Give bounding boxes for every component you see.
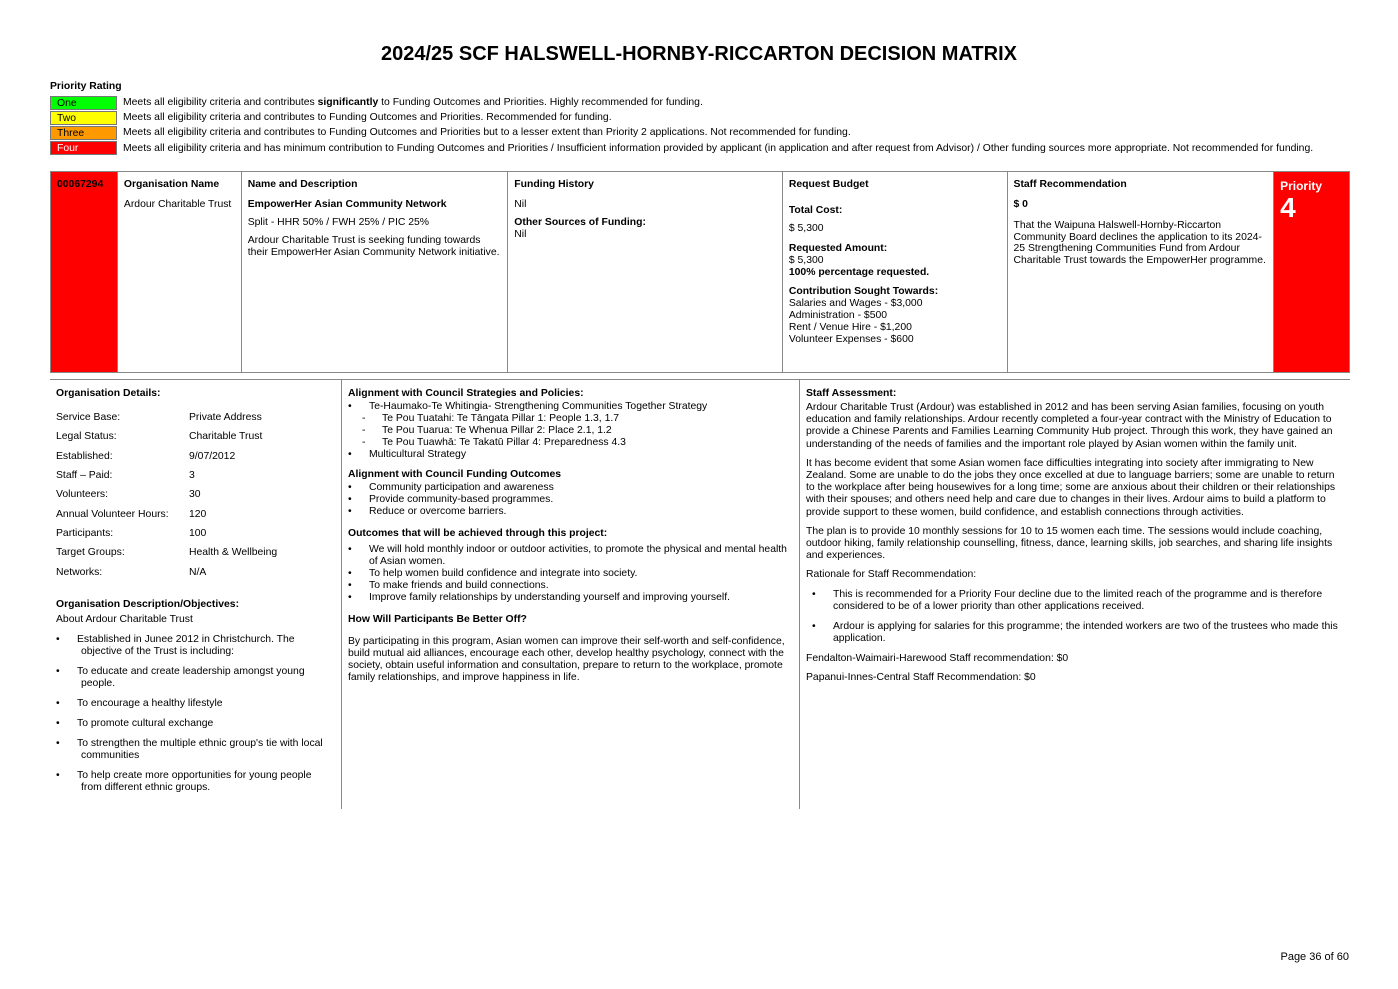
org-detail-value: 120 [189, 508, 207, 520]
organisation-cell [118, 172, 242, 372]
funding-history: Nil [514, 199, 527, 210]
org-detail-value: Charitable Trust [189, 431, 263, 443]
outcomes-list [348, 482, 793, 518]
legend-desc-text: Meets all eligibility criteria and contributes to Funding Outcomes and Priorities. Recommended for funding. [123, 112, 612, 124]
objective-line: objective of the Trust is including: [81, 645, 235, 657]
objective-item [56, 666, 335, 690]
name-heading: Name and Description [247, 179, 358, 190]
staff-recommendation-cell [1008, 172, 1275, 372]
project-outcome-item: • Improve family relationships by understanding yourself and improving yourself. [348, 592, 793, 604]
org-detail-row [56, 466, 335, 485]
priority-value: 4 [1280, 192, 1296, 223]
org-detail-label: Staff – Paid: [56, 470, 113, 482]
other-sources-heading: Other Sources of Funding: [514, 217, 646, 228]
org-detail-row [56, 408, 335, 427]
org-detail-label: Volunteers: [56, 489, 108, 501]
project-description: Ardour Charitable Trust is seeking funding towards their EmpowerHer Asian Community Network initiative. [247, 235, 500, 258]
assessment-paragraph-2: It has become evident that some Asian women face difficulties integrating into society after immigrating to New Zealand. Some are unable to do the jobs they once excelled at due to language barriers; some are unable to return to the workplace after being housewives for a long time; some are anxious about their children or their relationships with their spouses; and others need help and care due to changes in their lives. Ardour aims to build a platform to provide support to these women, build confidence, and establish connections through activities. [806, 457, 1336, 518]
org-detail-value: 30 [189, 489, 201, 501]
org-detail-label: Established: [56, 450, 113, 462]
org-detail-label: Participants: [56, 527, 114, 539]
contribution-list [789, 298, 1001, 346]
strategy-other: • Multicultural Strategy [348, 449, 793, 461]
legend-desc-text: Meets all eligibility criteria and contributes to Funding Outcomes and Priorities but to a lesser extent than Priority 2 applications. Not recommended for funding. [123, 127, 851, 139]
application-summary [50, 171, 1350, 373]
strategy-main: • Te-Haumako-Te Whitingia- Strengthening Communities Together Strategy [348, 401, 793, 413]
org-description-intro: About Ardour Charitable Trust [56, 613, 193, 625]
project-outcome-item: • To help women build confidence and integrate into society. [348, 568, 793, 580]
org-detail-row [56, 485, 335, 504]
org-detail-value: Private Address [189, 412, 262, 424]
legend-row [50, 141, 1350, 156]
org-heading: Organisation Name [123, 179, 220, 190]
total-cost: $ 5,300 [788, 223, 824, 234]
org-detail-value: Health & Wellbeing [189, 547, 278, 559]
outcome-item: • Community participation and awareness [348, 482, 793, 494]
name-description-cell [242, 172, 509, 372]
budget-heading: Request Budget [788, 179, 869, 190]
outcomes-heading: Alignment with Council Funding Outcomes [348, 469, 561, 480]
outcome-item: • Reduce or overcome barriers. [348, 506, 793, 518]
org-detail-label: Annual Volunteer Hours: [56, 508, 169, 520]
funding-heading: Funding History [514, 179, 594, 190]
funding-split: Split - HHR 50% / FWH 25% / PIC 25% [247, 217, 430, 228]
objective-item [56, 718, 335, 730]
objective-line: To strengthen the multiple ethnic group's tie with local [77, 737, 323, 749]
rationale-heading: Rationale for Staff Recommendation: [806, 569, 977, 581]
contribution-label: Contribution Sought Towards: [788, 286, 939, 297]
outcome-item: • Provide community-based programmes. [348, 494, 793, 506]
staff-recommendation-text: That the Waipuna Halswell-Hornby-Riccarton Community Board declines the application to its 2024-25 Strengthening Communities Fund from Ardour Charitable Trust towards the EmpowerHer programme. [1013, 220, 1266, 266]
assessment-paragraph-1: Ardour Charitable Trust (Ardour) was established in 2012 and has been serving Asian families, focusing on youth education and family relationships. Ardour recently completed a four-year contract with the Ministry of Education to provide a Chinese Parents and Families Learning Community Hub project. Through this work, they have gained an understanding of the needs of families and the important role played by Asian women within the family unit. [806, 402, 1333, 450]
detail-section [50, 379, 1350, 809]
org-detail-label: Service Base: [56, 412, 121, 424]
org-detail-row [56, 524, 335, 543]
org-detail-row [56, 447, 335, 466]
staff-amount: $ 0 [1013, 199, 1028, 210]
page-title: 2024/25 SCF HALSWELL-HORNBY-RICCARTON DECISION MATRIX [381, 43, 1017, 65]
project-outcomes-list [348, 544, 793, 604]
org-detail-value: 100 [189, 527, 207, 539]
project-outcome-item: • We will hold monthly indoor or outdoor activities, to promote the physical and mental health of Asian women. [348, 544, 793, 568]
priority-label: Priority [1280, 179, 1323, 193]
strategy-sub-item: - Te Pou Tuarua: Te Whenua Pillar 2: Place 2.1, 1.2 [362, 425, 793, 437]
priority-legend [50, 81, 1350, 156]
objectives-list [56, 634, 335, 794]
org-description-heading: Organisation Description/Objectives: [56, 598, 240, 610]
other-sources: Nil [514, 229, 527, 240]
contribution-item: Rent / Venue Hire - $1,200 [788, 322, 912, 333]
project-outcome-item: • To make friends and build connections. [348, 580, 793, 592]
objective-item [56, 770, 335, 794]
legend-description [123, 143, 1313, 154]
org-name: Ardour Charitable Trust [123, 199, 232, 210]
legend-swatch: One [50, 96, 117, 110]
org-detail-label: Networks: [56, 566, 103, 578]
strategy-sub-list [348, 413, 793, 449]
project-name: EmpowerHer Asian Community Network [247, 199, 447, 210]
org-detail-row [56, 562, 335, 581]
objective-line: from different ethnic groups. [81, 781, 211, 793]
legend-desc-text: Meets all eligibility criteria and contributes [123, 97, 318, 109]
org-detail-row [56, 543, 335, 562]
objective-item [56, 698, 335, 710]
legend-swatch: Two [50, 111, 117, 125]
rationale-item: • Ardour is applying for salaries for this programme; the intended workers are two of the trustees who made this application. [812, 621, 1344, 645]
legend-desc-text: to Funding Outcomes and Priorities. Highly recommended for funding. [378, 97, 703, 109]
contribution-item: Volunteer Expenses - $600 [788, 334, 914, 345]
org-detail-value: 3 [189, 470, 195, 482]
rationale-list [806, 589, 1344, 645]
percentage-requested: 100% percentage requested. [788, 267, 930, 278]
fwh-recommendation: Fendalton-Waimairi-Harewood Staff recommendation: $0 [806, 653, 1069, 665]
objective-line: communities [81, 749, 140, 761]
assessment-paragraph-3: The plan is to provide 10 monthly sessions for 10 to 15 women each time. The sessions would include coaching, outdoor hiking, family relationship counselling, fitness, dance, learning skills, job searches, and sharing life insights and experiences. [806, 525, 1333, 562]
org-detail-value: 9/07/2012 [189, 450, 236, 462]
strategy-sub-item: - Te Pou Tuatahi: Te Tāngata Pillar 1: People 1.3, 1.7 [362, 413, 793, 425]
requested-amount: $ 5,300 [788, 255, 824, 266]
organisation-details-column [50, 380, 342, 809]
objective-line: To educate and create leadership amongst young [77, 665, 305, 677]
org-detail-label: Target Groups: [56, 547, 125, 559]
strategies-heading: Alignment with Council Strategies and Policies: [348, 388, 584, 399]
staff-assessment-column [800, 380, 1350, 809]
legend-description [123, 97, 703, 108]
better-off-text: By participating in this program, Asian women can improve their self-worth and self-confidence, build mutual aid alliances, encourage each other, develop healthy psychology, connect with the society, obtain useful information and consultation, prepare to return to the workplace, promote family relationships, and improve happiness in life. [348, 636, 785, 683]
legend-description [123, 127, 851, 138]
funding-history-cell [508, 172, 783, 372]
legend-description [123, 112, 612, 123]
rationale-item: • This is recommended for a Priority Four decline due to the limited reach of the programme and is therefore considered to be of a lower priority than other applications received. [812, 589, 1344, 613]
assessment-heading: Staff Assessment: [806, 388, 897, 399]
legend-row [50, 110, 1350, 125]
pic-recommendation: Papanui-Innes-Central Staff Recommendation: $0 [806, 672, 1036, 684]
application-id: 00067294 [51, 172, 118, 372]
better-off-heading: How Will Participants Be Better Off? [348, 614, 527, 625]
legend-desc-emphasis: significantly [317, 97, 379, 109]
objective-line: people. [81, 677, 116, 689]
contribution-item: Salaries and Wages - $3,000 [788, 298, 923, 309]
legend-row [50, 125, 1350, 140]
legend-row [50, 95, 1350, 110]
org-details-heading: Organisation Details: [56, 388, 161, 399]
objective-item [56, 738, 335, 762]
objective-item [56, 634, 335, 658]
alignment-column [342, 380, 800, 809]
objective-line: To promote cultural exchange [77, 717, 214, 729]
legend-swatch: Three [50, 126, 117, 140]
priority-cell [1274, 172, 1349, 372]
org-detail-value: N/A [189, 566, 207, 578]
objective-line: Established in Junee 2012 in Christchurch. The [77, 633, 295, 645]
objective-line: To encourage a healthy lifestyle [77, 697, 223, 709]
total-cost-label: Total Cost: [788, 205, 843, 216]
org-detail-row [56, 504, 335, 523]
legend-heading: Priority Rating [50, 81, 122, 92]
staff-heading: Staff Recommendation [1013, 179, 1127, 190]
org-detail-label: Legal Status: [56, 431, 117, 443]
objective-line: To help create more opportunities for young people [77, 769, 312, 781]
strategy-sub-item: - Te Pou Tuawhā: Te Takatū Pillar 4: Preparedness 4.3 [362, 437, 793, 449]
request-budget-cell [783, 172, 1008, 372]
project-outcomes-heading: Outcomes that will be achieved through this project: [348, 528, 608, 539]
requested-label: Requested Amount: [788, 243, 888, 254]
page-number: Page 36 of 60 [1280, 951, 1349, 963]
legend-desc-text: Meets all eligibility criteria and has minimum contribution to Funding Outcomes and Priorities / Insufficient information provided by applicant (in application and after request from Advisor) / Other funding sources more appropriate. Not recommended for funding. [123, 142, 1314, 154]
contribution-item: Administration - $500 [788, 310, 888, 321]
org-detail-row [56, 427, 335, 446]
legend-swatch: Four [50, 141, 117, 155]
